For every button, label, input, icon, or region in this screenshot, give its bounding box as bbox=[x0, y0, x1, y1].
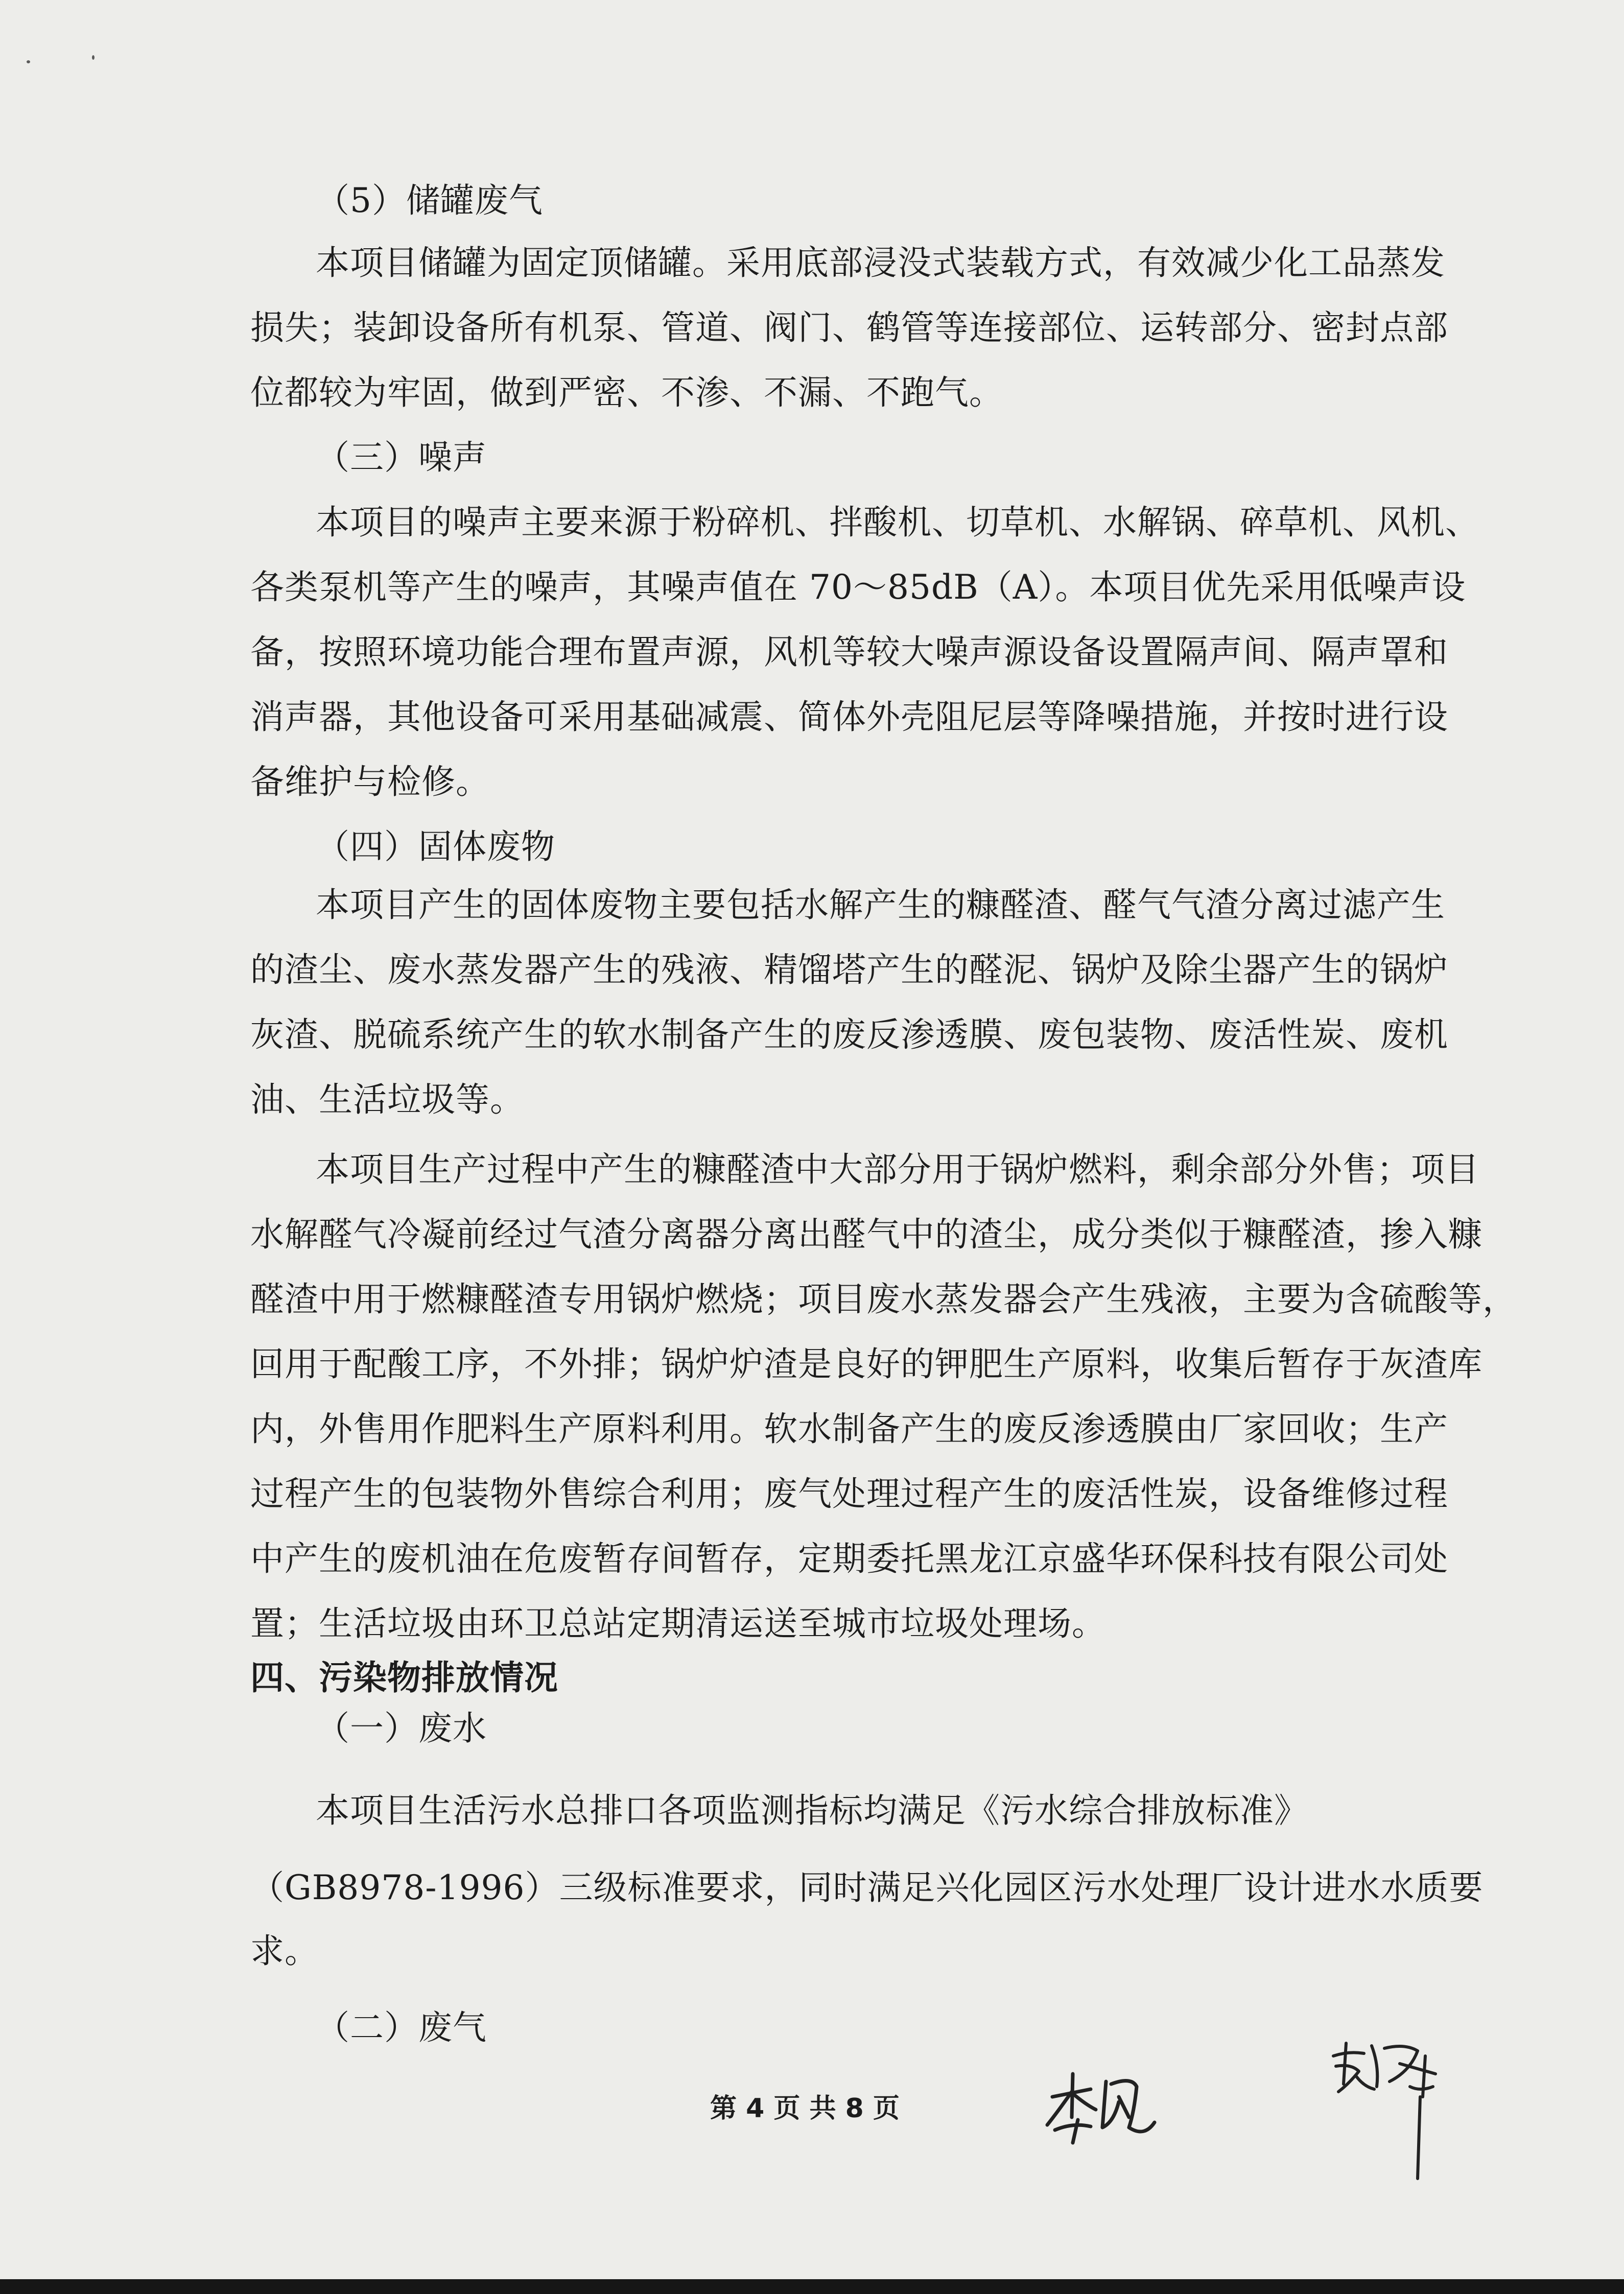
noise-body-line: 备维护与检修。 bbox=[250, 762, 490, 801]
s5-body-line: 损失；装卸设备所有机泵、管道、阀门、鹤管等连接部位、运转部分、密封点部 bbox=[250, 308, 1448, 347]
noise-body-line: 消声器，其他设备可采用基础减震、简体外壳阻尼层等降噪措施，并按时进行设 bbox=[250, 697, 1448, 737]
emission-heading-line: 四、污染物排放情况 bbox=[250, 1658, 558, 1697]
noise-body-line: 备，按照环境功能合理布置声源，风机等较大噪声源设备设置隔声间、隔声罩和 bbox=[250, 632, 1448, 672]
solid-body-1-line: 的渣尘、废水蒸发器产生的残液、精馏塔产生的醛泥、锅炉及除尘器产生的锅炉 bbox=[250, 950, 1448, 989]
solid-body-1-line: 油、生活垃圾等。 bbox=[250, 1080, 524, 1119]
water-body-line: 求。 bbox=[250, 1931, 319, 1971]
solid-body-1-line: 灰渣、脱硫系统产生的软水制备产生的废反渗透膜、废包装物、废活性炭、废机 bbox=[250, 1015, 1448, 1054]
gas-heading-line: （二）废气 bbox=[316, 2008, 487, 2047]
solid-body-2-line: 中产生的废机油在危废暂存间暂存，定期委托黑龙江京盛华环保科技有限公司处 bbox=[250, 1539, 1448, 1578]
handwritten-signature-1 bbox=[1042, 2061, 1160, 2148]
solid-heading-line: （四）固体废物 bbox=[316, 827, 555, 866]
water-heading-line: （一）废水 bbox=[316, 1709, 487, 1748]
solid-body-2-line: 醛渣中用于燃糠醛渣专用锅炉燃烧；项目废水蒸发器会产生残液，主要为含硫酸等， bbox=[250, 1280, 1517, 1319]
noise-heading-line: （三）噪声 bbox=[316, 438, 487, 477]
s5-body-line: 位都较为牢固，做到严密、不渗、不漏、不跑气。 bbox=[250, 373, 1003, 412]
page-footer: 第 4 页 共 8 页 bbox=[710, 2093, 900, 2124]
s5-body-line: 本项目储罐为固定顶储罐。采用底部浸没式装载方式，有效减少化工品蒸发 bbox=[316, 243, 1445, 282]
noise-body-line: 各类泵机等产生的噪声，其噪声值在 70～85dB（A）。本项目优先采用低噪声设 bbox=[250, 567, 1466, 607]
water-body-line: （GB8978-1996）三级标准要求，同时满足兴化园区污水处理厂设计进水水质要 bbox=[250, 1868, 1484, 1907]
solid-body-2-line: 水解醛气冷凝前经过气渣分离器分离出醛气中的渣尘，成分类似于糠醛渣，掺入糠 bbox=[250, 1215, 1482, 1254]
s5-heading-line: （5）储罐废气 bbox=[316, 181, 543, 220]
handwritten-signature-2 bbox=[1328, 2036, 1446, 2189]
scan-bottom-edge bbox=[0, 2279, 1624, 2294]
noise-body-line: 本项目的噪声主要来源于粉碎机、拌酸机、切草机、水解锅、碎草机、风机、 bbox=[316, 503, 1479, 542]
scan-dust-1 bbox=[27, 60, 30, 63]
solid-body-2-line: 内，外售用作肥料生产原料利用。软水制备产生的废反渗透膜由厂家回收；生产 bbox=[250, 1409, 1448, 1449]
solid-body-2-line: 本项目生产过程中产生的糠醛渣中大部分用于锅炉燃料，剩余部分外售；项目 bbox=[316, 1150, 1479, 1189]
solid-body-1-line: 本项目产生的固体废物主要包括水解产生的糠醛渣、醛气气渣分离过滤产生 bbox=[316, 885, 1445, 925]
solid-body-2-line: 置；生活垃圾由环卫总站定期清运送至城市垃圾处理场。 bbox=[250, 1604, 1106, 1643]
water-body-line: 本项目生活污水总排口各项监测指标均满足《污水综合排放标准》 bbox=[316, 1791, 1308, 1830]
solid-body-2-line: 过程产生的包装物外售综合利用；废气处理过程产生的废活性炭，设备维修过程 bbox=[250, 1474, 1448, 1513]
solid-body-2-line: 回用于配酸工序，不外排；锅炉炉渣是良好的钾肥生产原料，收集后暂存于灰渣库 bbox=[250, 1344, 1482, 1384]
scan-dust-2 bbox=[92, 55, 95, 60]
